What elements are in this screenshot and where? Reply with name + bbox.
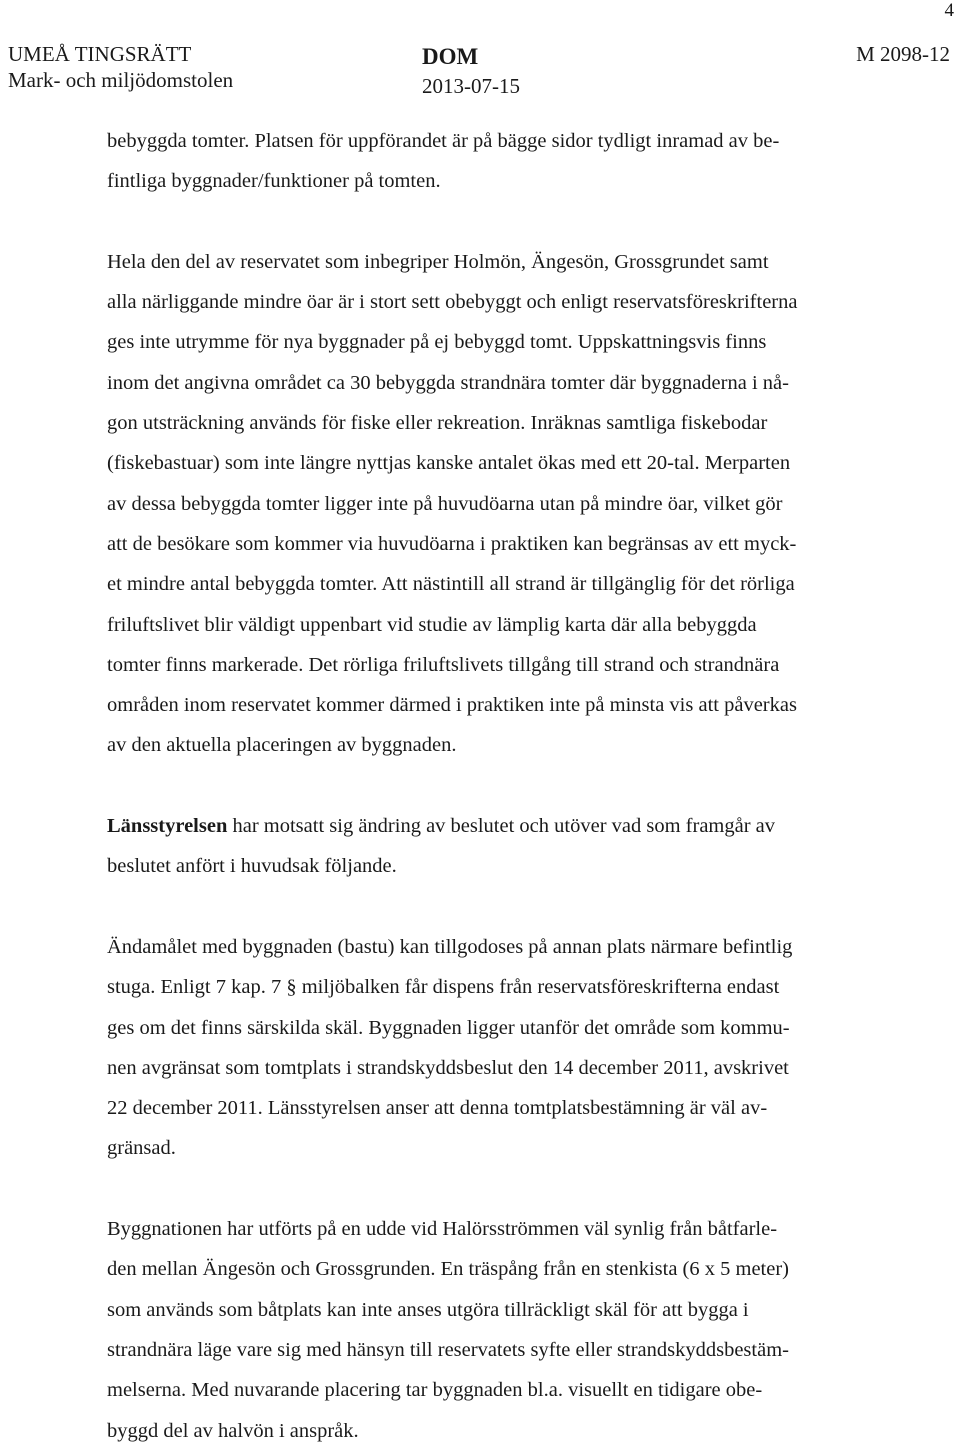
paragraph-4: Ändamålet med byggnaden (bastu) kan tillgodoses på annan plats närmare befintlig stuga. Enligt 7 kap. 7 § miljöbalken får dispens från reservatsföreskrifterna endast ges om det finns särskilda skäl. Byggnaden ligger utanför det område som kommu- nen avgränsat som tomtplats i strandskyddsbeslut den 14 december 2011, avskrivet 22 december 2011. Länsstyrelsen anser att denna tomtplatsbestämning är väl av- gränsad. <box>107 935 793 1160</box>
document-body <box>107 121 897 1451</box>
document-date: 2013-07-15 <box>422 74 520 98</box>
paragraph-1: bebyggda tomter. Platsen för uppförandet är på bägge sidor tydligt inramad av be- fintliga byggnader/funktioner på tomten. <box>107 130 780 193</box>
page-number: 4 <box>944 0 954 21</box>
case-number: M 2098-12 <box>856 42 950 66</box>
document-type: DOM <box>422 44 479 69</box>
paragraph-2: Hela den del av reservatet som inbegriper Holmön, Ängesön, Grossgrundet samt alla närliggande mindre öar är i stort sett obebyggt och enligt reservatsföreskrifterna ges inte utrymme för nya byggnader på ej bebyggd tomt. Uppskattningsvis finns inom det angivna området ca 30 bebyggda strandnära tomter där byggnaderna i nå- gon utsträckning används för fiske eller rekreation. Inräknas samtliga fiskebodar (fiskebastuar) som inte längre nyttjas kanske antalet ökas med ett 20-tal. Merparten av dessa bebyggda tomter ligger inte på huvudöarna utan på mindre öar, vilket gör att de besökare som kommer via huvudöarna i praktiken kan begränsas av ett myck- et mindre antal bebyggda tomter. Att nästintill all strand är tillgänglig för det rörliga friluftslivet blir väldigt uppenbart vid studie av lämplig karta där alla bebyggda tomter finns markerade. Det rörliga friluftslivets tillgång till strand och strandnära områden inom reservatet kommer därmed i praktiken inte på minsta vis att påverkas av den aktuella placeringen av byggnaden. <box>107 250 798 757</box>
header-document-block <box>422 41 520 100</box>
paragraph-3-text: har motsatt sig ändring av beslutet och utöver vad som framgår av beslutet anfört i huvudsak följande. <box>107 815 776 878</box>
paragraph-3 <box>107 806 897 887</box>
court-division: Mark- och miljödomstolen <box>8 68 234 92</box>
paragraph-5: Byggnationen har utförts på en udde vid Halörsströmmen väl synlig från båtfarle- den mellan Ängesön och Grossgrunden. En träspång från en stenkista (6 x 5 meter) som används som båtplats kan inte anses utgöra tillräckligt skäl för att bygga i strandnära läge vare sig med hänsyn till reservatets syfte eller strandskyddsbestäm- melserna. Med nuvarande placering tar byggnaden bl.a. visuellt en tidigare obe- byggd del av halvön i anspråk. <box>107 1218 790 1442</box>
header-court-block <box>8 41 233 93</box>
court-name: UMEÅ TINGSRÄTT <box>8 42 192 66</box>
paragraph-3-lead: Länsstyrelsen <box>107 815 228 838</box>
